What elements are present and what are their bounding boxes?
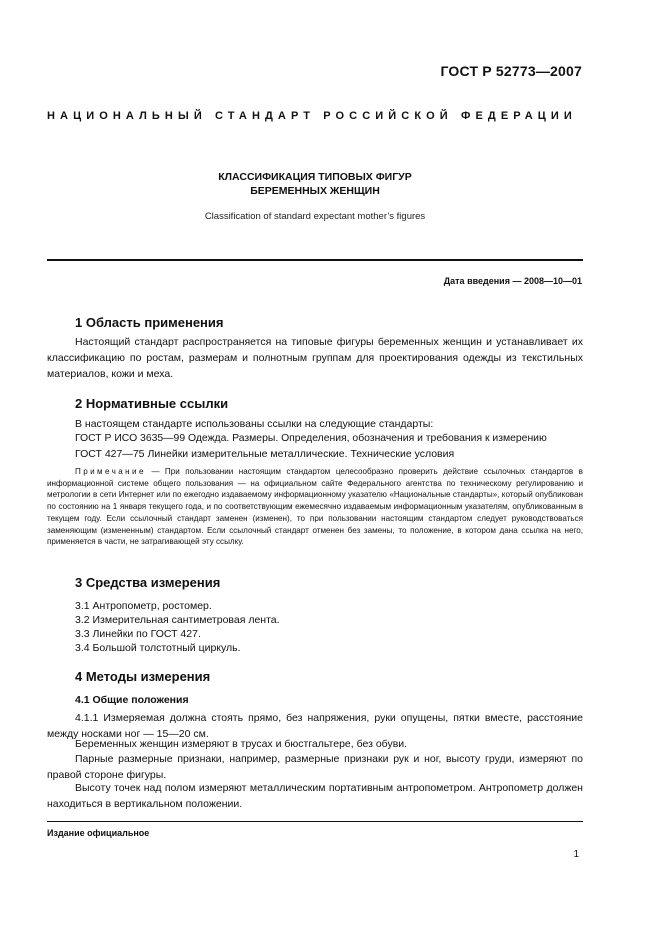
title-divider bbox=[47, 259, 583, 261]
section-2-intro: В настоящем стандарте использованы ссылки на следующие стандарты: bbox=[75, 418, 434, 430]
title-line-2: БЕРЕМЕННЫХ ЖЕНЩИН bbox=[250, 185, 380, 197]
section-2-heading: 2 Нормативные ссылки bbox=[75, 396, 229, 411]
section-1-heading: 1 Область применения bbox=[75, 315, 224, 330]
section-3-heading: 3 Средства измерения bbox=[75, 575, 221, 590]
national-standard-banner: НАЦИОНАЛЬНЫЙ СТАНДАРТ РОССИЙСКОЙ ФЕДЕРАЦИИ bbox=[47, 110, 577, 122]
official-edition-label: Издание официальное bbox=[47, 828, 150, 838]
title-line-1: КЛАССИФИКАЦИЯ ТИПОВЫХ ФИГУР bbox=[218, 171, 412, 183]
note-lead: Примечание bbox=[75, 467, 146, 476]
page-number: 1 bbox=[573, 849, 579, 860]
section-4-paragraph-2: Беременных женщин измеряют в трусах и бюстгальтере, без обуви. bbox=[75, 738, 408, 750]
date-of-introduction: Дата введения — 2008—10—01 bbox=[443, 276, 582, 286]
section-4-paragraph-3: Парные размерные признаки, например, размерные признаки рук и ног, высоту груди, измеряют по правой стороне фигуры. bbox=[47, 753, 583, 781]
note-text: — При пользовании настоящим стандартом целесообразно проверить действие ссылочных стандартов в информационной системе общего пользования — на официальном сайте Федерального агентства по техническому регулированию и метрологии в сети Интернет или по ежегодно издаваемому информационному указателю «Национальные стандарты», который опубликован по состоянию на 1 января текущего года, и по соответствующим ежемесячно издаваемым информационным указателям, опубликованным в текущем году. Если ссылочный стандарт заменен (изменен), то при пользовании настоящим стандартом следует руководствоваться заменяющим (измененным) стандартом. Если ссылочный стандарт отменен без замены, то положение, в котором дана ссылка на него, применяется в части, не затрагивающей эту ссылку. bbox=[47, 467, 583, 547]
reference-2: ГОСТ 427—75 Линейки измерительные металлические. Технические условия bbox=[75, 448, 455, 460]
section-3-item-1: 3.1 Антропометр, ростомер. bbox=[75, 600, 212, 612]
section-4-1-1-text: 4.1.1 Измеряемая должна стоять прямо, без напряжения, руки опущены, пятки вместе, расстояние между носками ног — 15—20 см. bbox=[47, 712, 583, 740]
reference-1: ГОСТ Р ИСО 3635—99 Одежда. Размеры. Определения, обозначения и требования к измерению bbox=[75, 433, 547, 444]
gost-code: ГОСТ Р 52773—2007 bbox=[440, 63, 582, 79]
footer-divider bbox=[47, 821, 583, 822]
section-4-paragraph-4: Высоту точек над полом измеряют металлическим портативным антропометром. Антропометр должен находиться в вертикальном положении. bbox=[47, 782, 583, 810]
section-1-text: Настоящий стандарт распространяется на типовые фигуры беременных женщин и устанавливает их классификацию по ростам, размерам и полнотным группам для проектирования одежды из текстильных материалов, кожи и меха. bbox=[47, 336, 583, 380]
section-3-item-3: 3.3 Линейки по ГОСТ 427. bbox=[75, 628, 201, 640]
section-3-item-2: 3.2 Измерительная сантиметровая лента. bbox=[75, 614, 280, 626]
document-title bbox=[47, 170, 583, 198]
section-2-note bbox=[47, 466, 583, 548]
english-title: Classification of standard expectant mother’s figures bbox=[204, 211, 426, 222]
section-4-1-heading: 4.1 Общие положения bbox=[75, 694, 189, 706]
section-4-heading: 4 Методы измерения bbox=[75, 669, 211, 684]
section-3-item-4: 3.4 Большой толстотный циркуль. bbox=[75, 642, 241, 654]
